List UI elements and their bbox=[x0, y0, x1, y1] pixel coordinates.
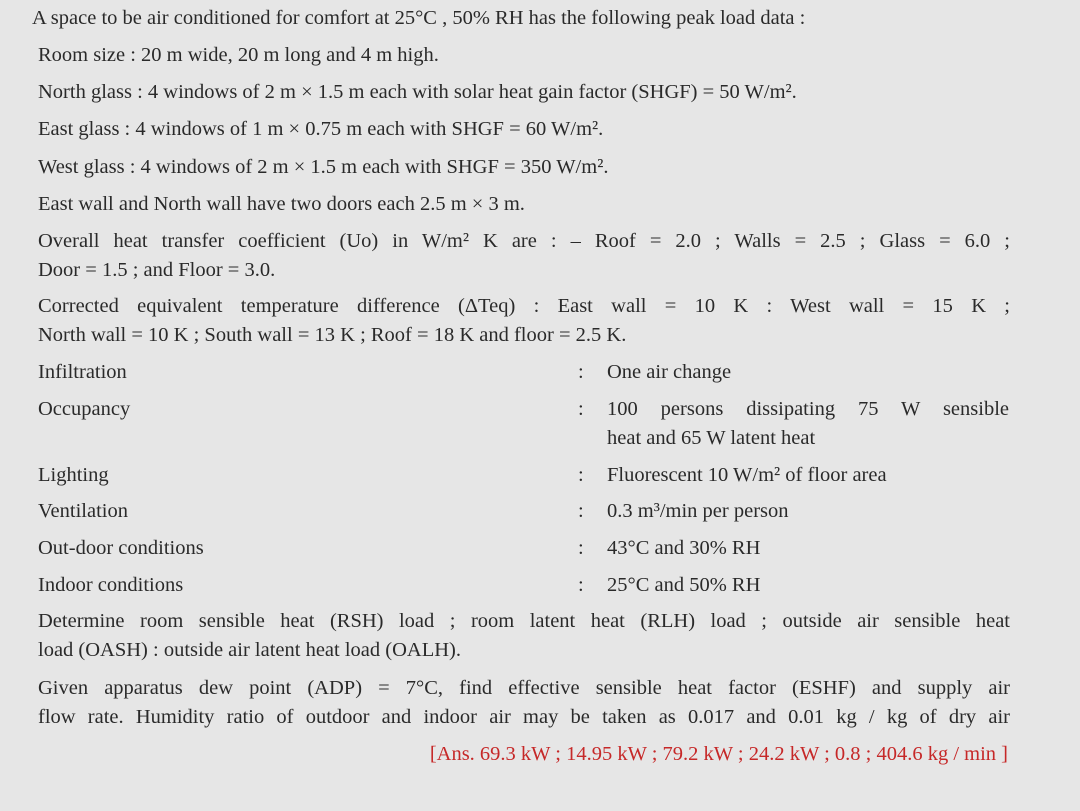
spec-colon-lighting: : bbox=[578, 464, 584, 486]
given-line-2: flow rate. Humidity ratio of outdoor and indoor air may be taken as 0.017 and 0.01 kg / kg of dry air bbox=[38, 706, 1010, 728]
west-glass-line: West glass : 4 windows of 2 m × 1.5 m each with SHGF = 350 W/m². bbox=[38, 156, 609, 178]
spec-value-outdoor: 43°C and 30% RH bbox=[607, 537, 761, 559]
spec-label-infiltration: Infiltration bbox=[38, 361, 127, 383]
given-line-1: Given apparatus dew point (ADP) = 7°C, find effective sensible heat factor (ESHF) and supply air bbox=[38, 677, 1010, 699]
spec-value-occupancy-2: heat and 65 W latent heat bbox=[607, 427, 816, 449]
doors-line: East wall and North wall have two doors each 2.5 m × 3 m. bbox=[38, 193, 525, 215]
spec-value-lighting: Fluorescent 10 W/m² of floor area bbox=[607, 464, 887, 486]
spec-label-occupancy: Occupancy bbox=[38, 398, 131, 420]
spec-colon-ventilation: : bbox=[578, 500, 584, 522]
delta-t-line-2: North wall = 10 K ; South wall = 13 K ; Roof = 18 K and floor = 2.5 K. bbox=[38, 324, 627, 346]
spec-value-occupancy-1: 100 persons dissipating 75 W sensible bbox=[607, 398, 1009, 420]
u-coefficient-line-1: Overall heat transfer coefficient (Uo) in W/m² K are : – Roof = 2.0 ; Walls = 2.5 ; Glass = 6.0 ; bbox=[38, 230, 1010, 252]
spec-colon-indoor: : bbox=[578, 574, 584, 596]
spec-colon-outdoor: : bbox=[578, 537, 584, 559]
spec-value-infiltration: One air change bbox=[607, 361, 732, 383]
intro-line: A space to be air conditioned for comfort at 25°C , 50% RH has the following peak load data : bbox=[32, 7, 806, 29]
east-glass-line: East glass : 4 windows of 1 m × 0.75 m each with SHGF = 60 W/m². bbox=[38, 118, 604, 140]
spec-label-outdoor: Out-door conditions bbox=[38, 537, 204, 559]
spec-label-lighting: Lighting bbox=[38, 464, 109, 486]
spec-value-indoor: 25°C and 50% RH bbox=[607, 574, 761, 596]
delta-t-line-1: Corrected equivalent temperature difference (ΔTeq) : East wall = 10 K : West wall = 15 K ; bbox=[38, 295, 1010, 317]
answer-line: [Ans. 69.3 kW ; 14.95 kW ; 79.2 kW ; 24.2 kW ; 0.8 ; 404.6 kg / min ] bbox=[429, 743, 1008, 765]
u-coefficient-line-2: Door = 1.5 ; and Floor = 3.0. bbox=[38, 259, 276, 281]
spec-value-ventilation: 0.3 m³/min per person bbox=[607, 500, 789, 522]
determine-line-2: load (OASH) : outside air latent heat load (OALH). bbox=[38, 639, 461, 661]
north-glass-line: North glass : 4 windows of 2 m × 1.5 m each with solar heat gain factor (SHGF) = 50 W/m². bbox=[38, 81, 797, 103]
determine-line-1: Determine room sensible heat (RSH) load ; room latent heat (RLH) load ; outside air sensible heat bbox=[38, 610, 1010, 632]
room-size-line: Room size : 20 m wide, 20 m long and 4 m high. bbox=[38, 44, 439, 66]
spec-colon-occupancy: : bbox=[578, 398, 584, 420]
spec-label-ventilation: Ventilation bbox=[38, 500, 128, 522]
spec-label-indoor: Indoor conditions bbox=[38, 574, 184, 596]
spec-colon-infiltration: : bbox=[578, 361, 584, 383]
